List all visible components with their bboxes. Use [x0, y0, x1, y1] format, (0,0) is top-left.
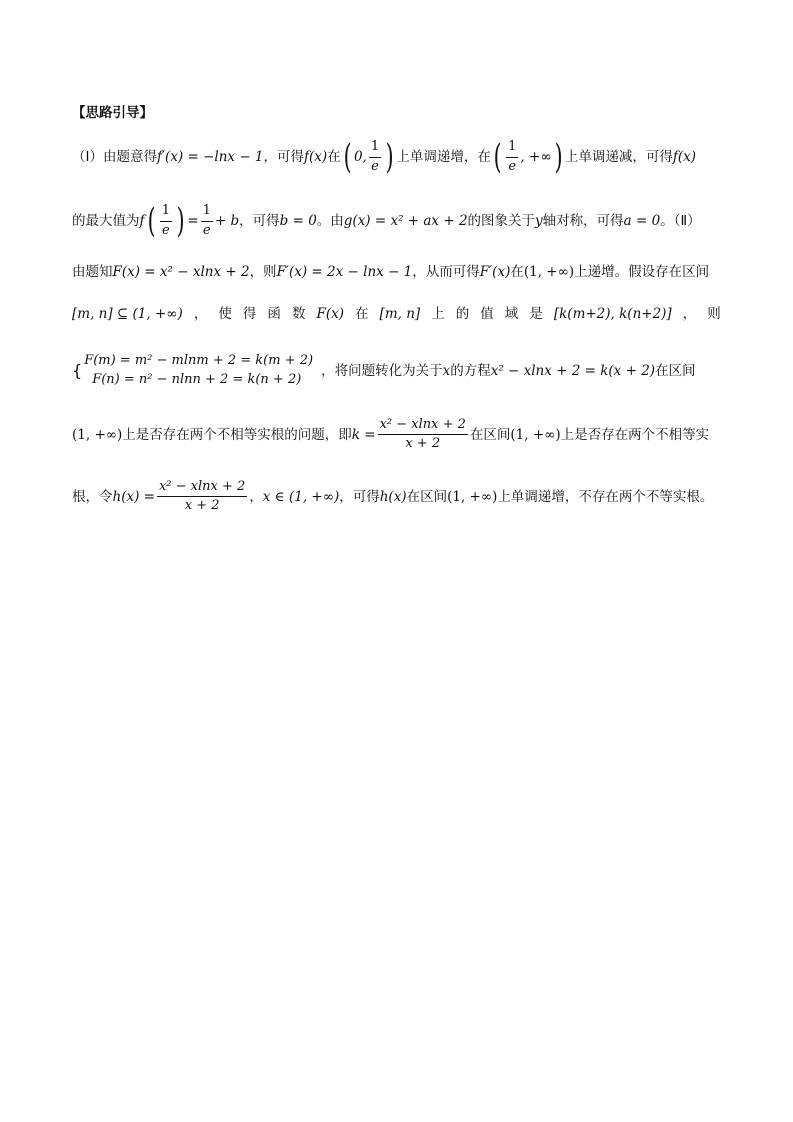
math-interval: (1, +∞) [447, 488, 498, 505]
text: ，将问题转化为关于 [321, 362, 443, 379]
text: ， [193, 306, 208, 322]
text: 。由 [316, 213, 344, 229]
text: 根，令 [72, 488, 113, 505]
text: ，可得 [239, 213, 280, 229]
math-Fx: F(x) [316, 306, 344, 322]
math-x: x [442, 362, 451, 379]
math-plus-b: + b [214, 213, 240, 229]
text-line-5 [72, 352, 721, 390]
text: ，则 [249, 264, 277, 280]
equation-rows [84, 352, 313, 390]
text: ， [249, 488, 263, 505]
fraction [378, 418, 468, 452]
text: 在 [510, 264, 524, 280]
math-interval: (1, +∞) [523, 264, 575, 280]
text-line-4 [72, 308, 721, 322]
text: ，从而可得 [412, 264, 480, 280]
text: 上 [431, 306, 445, 322]
fraction-denominator: x + 2 [405, 436, 441, 452]
paren-left: ( [147, 201, 156, 241]
math-fx: f(x) [672, 149, 696, 165]
text-line-3 [72, 266, 721, 280]
math-domain: x ∈ (1, +∞) [262, 488, 340, 505]
paren-left: ( [343, 137, 352, 177]
text: 上是否存在两个不相等实 [560, 426, 710, 443]
text-line-2 [72, 201, 721, 241]
math-interval-right: , +∞ [520, 149, 552, 165]
equation-system [72, 352, 313, 390]
text: 得 [242, 306, 257, 322]
paren-left: ( [493, 137, 502, 177]
fraction [369, 140, 381, 174]
math-mn: [m, n] [379, 306, 421, 322]
text: 在区间 [469, 426, 511, 443]
fraction-numerator: x² − xlnx + 2 [378, 418, 468, 435]
math-interval: (1, +∞) [72, 426, 123, 443]
text: 上是否存在两个不相等实根的问题，即 [122, 426, 352, 443]
math-fx: f(x) [304, 149, 328, 165]
math-f: f [139, 213, 145, 229]
fraction-numerator: 1 [506, 140, 518, 157]
math-interval: (1, +∞) [510, 426, 561, 443]
math-Fp-expr: F′(x) = 2x − lnx − 1 [276, 264, 413, 280]
fraction [157, 480, 247, 514]
text: 值 [480, 306, 494, 322]
text: 函 [267, 306, 281, 322]
text: 的 [455, 306, 470, 322]
text: 在 [327, 149, 341, 165]
text: ，可得 [263, 149, 305, 165]
text: 轴对称，可得 [542, 213, 624, 229]
text: ， [682, 306, 697, 322]
fraction-denominator: e [162, 222, 170, 238]
fraction [506, 140, 518, 174]
math-hx: h(x) [379, 488, 407, 505]
text: 的图象关于 [467, 213, 536, 229]
text: 上单调递增，在 [396, 149, 491, 165]
equation-1: F(m) = m² − mlnm + 2 = k(m + 2) [84, 353, 314, 368]
equation-2: F(n) = n² − nlnn + 2 = k(n + 2) [92, 371, 302, 387]
text: 由题知 [72, 264, 113, 280]
text: 上递增。假设存在区间 [574, 264, 710, 280]
fraction-denominator: x + 2 [184, 498, 220, 514]
text: 域 [504, 306, 519, 322]
fraction [201, 204, 213, 238]
math-F-expr: F(x) = x² − xlnx + 2 [112, 264, 250, 280]
text: 的方程 [450, 362, 491, 379]
math-range: [k(m+2), k(n+2)] [553, 306, 672, 322]
fraction-denominator: e [508, 158, 517, 174]
text: 是 [529, 306, 543, 322]
text: 。（Ⅱ） [660, 213, 701, 229]
text: 在 [355, 306, 369, 322]
text-line-6 [72, 418, 721, 452]
math-y: y [535, 213, 543, 229]
paren-right: ) [554, 137, 563, 177]
fraction-numerator: 1 [369, 140, 381, 157]
math-a-eq: a = 0 [623, 213, 661, 229]
fraction-denominator: e [371, 158, 379, 174]
math-h-eq: h(x) = [112, 488, 155, 505]
fraction [160, 204, 172, 238]
paren-right: ) [176, 201, 185, 241]
text: 则 [707, 306, 721, 322]
fraction-denominator: e [202, 222, 211, 238]
text-line-1 [72, 137, 721, 177]
math-b-eq: b = 0 [279, 213, 317, 229]
text: 在区间 [655, 362, 696, 379]
text: 使 [218, 306, 232, 322]
text: 数 [291, 306, 306, 322]
section-heading: 【思路引导】 [72, 105, 153, 121]
brace-left: { [72, 360, 83, 380]
text: ，可得 [339, 488, 380, 505]
math-equals: = [187, 213, 199, 229]
math-interval-left: 0, [353, 149, 367, 165]
text: 在区间 [406, 488, 448, 505]
fraction-numerator: 1 [201, 204, 213, 221]
math-Fp: F′(x) [479, 264, 511, 280]
math-f-prime: f′(x) = −lnx − 1 [156, 149, 264, 165]
text: 上单调递减，可得 [564, 149, 673, 165]
math-k-eq: k = [351, 426, 376, 443]
text-line-7 [72, 480, 721, 514]
text: 上单调递增，不存在两个不等实根。 [497, 488, 714, 505]
text: 的最大值为 [72, 213, 140, 229]
math-g-expr: g(x) = x² + ax + 2 [343, 213, 468, 229]
fraction-numerator: x² − xlnx + 2 [157, 480, 247, 497]
math-subset: [m, n] ⊆ (1, +∞) [72, 306, 183, 322]
paren-right: ) [385, 137, 394, 177]
math-equation: x² − xlnx + 2 = k(x + 2) [490, 362, 656, 379]
fraction-numerator: 1 [160, 204, 172, 221]
text: （Ⅰ）由题意得 [72, 149, 157, 165]
